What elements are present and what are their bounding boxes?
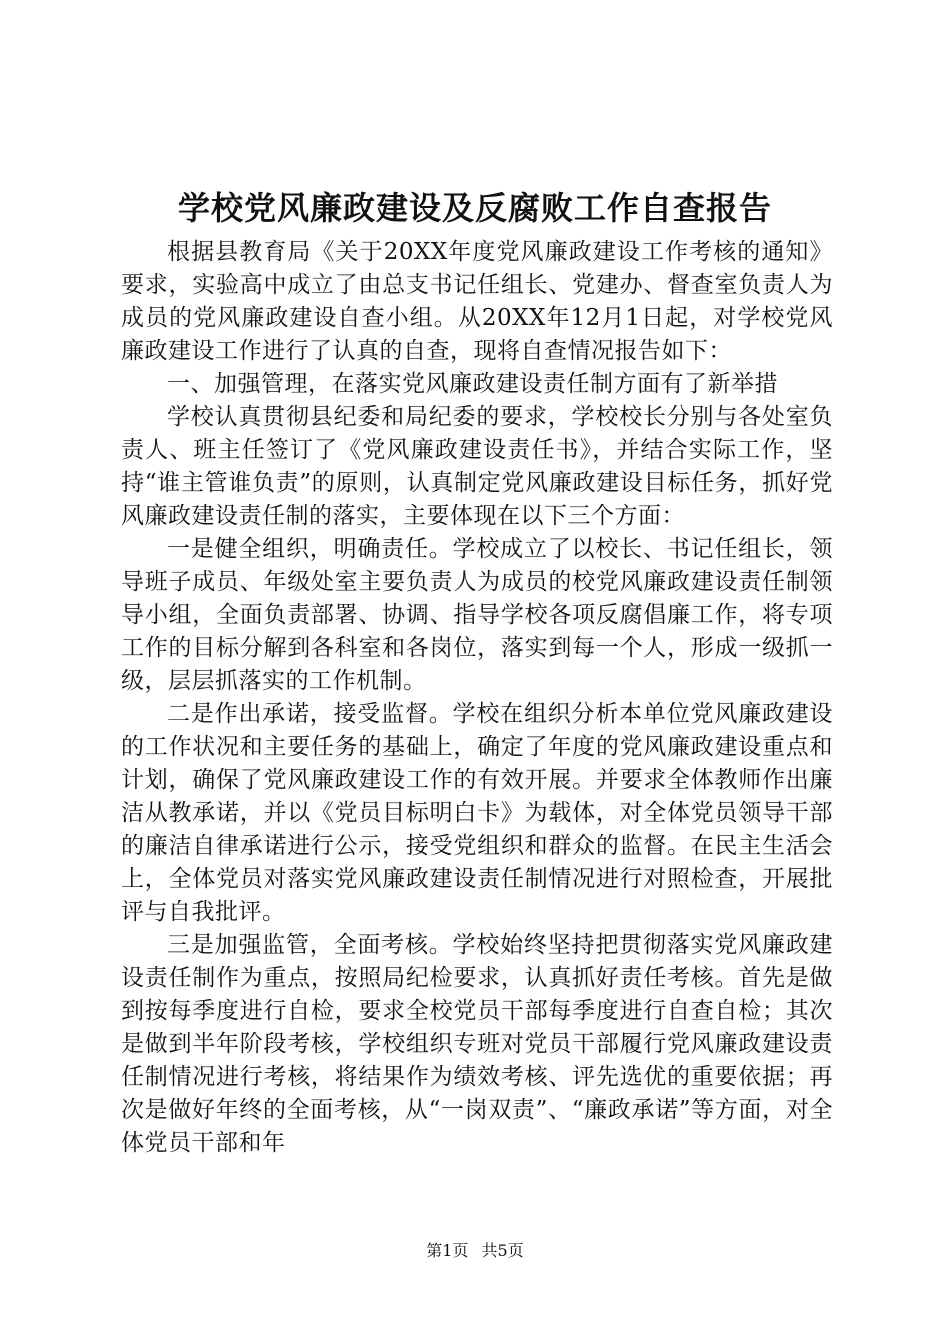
paragraph-intro: 根据县教育局《关于20XX年度党风廉政建设工作考核的通知》要求，实验高中成立了由总支书记任组长、党建办、督查室负责人为成员的党风廉政建设自查小组。从20XX年12月1日起，对学校党风廉政建设工作进行了认真的自查，现将自查情况报告如下： bbox=[121, 239, 833, 364]
section-heading-1: 一、加强管理，在落实党风廉政建设责任制方面有了新举措 bbox=[167, 371, 778, 397]
document-body bbox=[121, 236, 833, 1160]
document-title: 学校党风廉政建设及反腐败工作自查报告 bbox=[177, 189, 772, 227]
paragraph-point-3: 三是加强监管，全面考核。学校始终坚持把贯彻落实党风廉政建设责任制作为重点，按照局纪检要求，认真抓好责任考核。首先是做到按每季度进行自检，要求全校党员干部每季度进行自查自检；其次是做到半年阶段考核，学校组织专班对党员干部履行党风廉政建设责任制情况进行考核，将结果作为绩效考核、评先选优的重要依据；再次是做好年终的全面考核，从“一岗双责”、“廉政承诺”等方面，对全体党员干部和年 bbox=[121, 932, 833, 1156]
paragraph-responsibility: 学校认真贯彻县纪委和局纪委的要求，学校校长分别与各处室负责人、班主任签订了《党风廉政建设责任书》，并结合实际工作，坚持“谁主管谁负责”的原则，认真制定党风廉政建设目标任务，抓好党风廉政建设责任制的落实，主要体现在以下三个方面： bbox=[121, 404, 833, 529]
page-number: 第1页 bbox=[426, 1241, 469, 1260]
paragraph-point-1: 一是健全组织，明确责任。学校成立了以校长、书记任组长，领导班子成员、年级处室主要负责人为成员的校党风廉政建设责任制领导小组，全面负责部署、协调、指导学校各项反腐倡廉工作，将专项工作的目标分解到各科室和各岗位，落实到每一个人，形成一级抓一级，层层抓落实的工作机制。 bbox=[121, 536, 833, 694]
paragraph-point-2: 二是作出承诺，接受监督。学校在组织分析本单位党风廉政建设的工作状况和主要任务的基础上，确定了年度的党风廉政建设重点和计划，确保了党风廉政建设工作的有效开展。并要求全体教师作出廉洁从教承诺，并以《党员目标明白卡》为载体，对全体党员领导干部的廉洁自律承诺进行公示，接受党组织和群众的监督。在民主生活会上，全体党员对落实党风廉政建设责任制情况进行对照检查，开展批评与自我批评。 bbox=[121, 701, 833, 925]
page-footer bbox=[0, 1240, 950, 1262]
page-total: 共5页 bbox=[481, 1241, 524, 1260]
